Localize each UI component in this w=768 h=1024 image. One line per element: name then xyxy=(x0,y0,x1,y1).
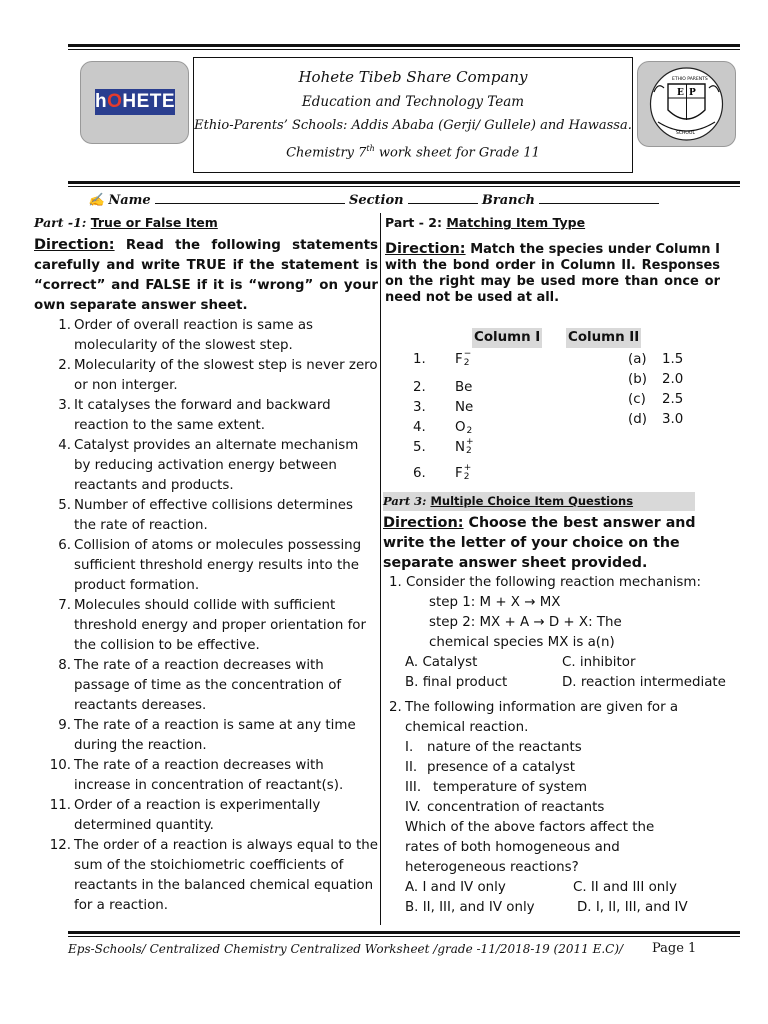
column-i-item: 3. Ne xyxy=(413,400,474,415)
header-title-box xyxy=(193,57,633,173)
q1-option-c[interactable]: C. inhibitor xyxy=(562,655,636,670)
name-field[interactable] xyxy=(155,203,345,204)
tf-item-number: 8. xyxy=(58,658,71,673)
tf-item-text: Order of overall reaction is same as molecularity of the slowest step. xyxy=(74,318,314,353)
part1-direction-text: Read the following statements carefully and write TRUE if the statement is “correct” and FALSE if it is “wrong” on your own separate answer sheet. xyxy=(34,238,378,313)
species: Be xyxy=(455,380,473,395)
student-info-line xyxy=(88,193,659,208)
part1-heading: Part -1: True or False Item xyxy=(34,215,218,230)
species: Ne xyxy=(455,400,474,415)
q2-factor: IV. concentration of reactants xyxy=(405,800,605,815)
q2-factor: I. nature of the reactants xyxy=(405,740,582,755)
q1-option-b[interactable]: B. final product xyxy=(405,675,508,690)
species: F + 2 xyxy=(455,463,472,482)
tf-item xyxy=(34,496,378,536)
tf-item-text: Collision of atoms or molecules possessing sufficient threshold energy results into the product formation. xyxy=(74,538,362,593)
part1-direction xyxy=(34,235,378,316)
branch-field[interactable] xyxy=(539,203,659,204)
part3-heading: Part 3: Multiple Choice Item Questions xyxy=(383,492,695,511)
part2-heading: Part - 2: Matching Item Type xyxy=(385,215,586,230)
matching-columns xyxy=(385,328,720,482)
tf-item-text: The rate of a reaction decreases with increase in concentration of reactant(s). xyxy=(74,758,344,793)
column-ii-header: Column II xyxy=(566,328,641,348)
part3-section xyxy=(383,492,738,918)
q1-option-a[interactable]: A. Catalyst xyxy=(405,655,478,670)
tf-item-number: 10. xyxy=(49,758,71,773)
section-label: Section xyxy=(348,193,404,208)
tf-item-text: The rate of a reaction is same at any time during the reaction. xyxy=(74,718,356,753)
q2-option-c[interactable]: C. II and III only xyxy=(573,880,677,895)
hohete-logo: hOHETE xyxy=(80,61,189,144)
tf-item xyxy=(34,796,378,836)
tf-item xyxy=(34,356,378,396)
section-field[interactable] xyxy=(408,203,478,204)
page-number: Page 1 xyxy=(652,941,697,956)
header-rule-thick xyxy=(68,181,740,184)
q2-factor: III. temperature of system xyxy=(405,780,587,795)
q2-option-a[interactable]: A. I and IV only xyxy=(405,880,506,895)
tf-item-text: Molecularity of the slowest step is never zero or non interger. xyxy=(74,358,378,393)
tf-item xyxy=(34,656,378,716)
species: F − 2 xyxy=(455,349,472,368)
tf-item xyxy=(34,716,378,756)
tf-item-text: The rate of a reaction decreases with passage of time as the concentration of reactants dereases. xyxy=(74,658,342,713)
tf-item-text: Number of effective collisions determines the rate of reaction. xyxy=(74,498,353,533)
part2-direction-label: Direction: xyxy=(385,241,466,257)
part1-direction-label: Direction: xyxy=(34,237,115,253)
svg-text:SCHOOL: SCHOOL xyxy=(676,131,695,136)
team-title: Education and Technology Team xyxy=(301,94,525,110)
tf-item-number: 2. xyxy=(58,358,71,373)
question-1: 1. Consider the following reaction mechanism: step 1: M + X → MX step 2: MX + A → D + X: The chemical species MX is a(n) A. Catalyst C. inhibitor B. final product D. reaction intermediate xyxy=(383,573,738,693)
tf-item-text: Molecules should collide with sufficient threshold energy and proper orientation for the collision to be effective. xyxy=(74,598,367,653)
tf-item-number: 6. xyxy=(58,538,71,553)
company-title: Hohete Tibeb Share Company xyxy=(298,68,528,86)
part3-direction-label: Direction: xyxy=(383,515,464,531)
header-rule-thin xyxy=(68,186,740,187)
tf-item-text: It catalyses the forward and backward reaction to the same extent. xyxy=(74,398,331,433)
tf-item-text: Order of a reaction is experimentally determined quantity. xyxy=(74,798,321,833)
tf-item-number: 7. xyxy=(58,598,71,613)
tf-item-number: 11. xyxy=(49,798,71,813)
tf-item-number: 1. xyxy=(58,318,71,333)
part2-section xyxy=(385,213,720,482)
species: N + 2 xyxy=(455,437,474,456)
schools-title: Ethio-Parents’ Schools: Addis Ababa (Gerji/ Gullele) and Hawassa. xyxy=(194,118,632,133)
q2-factor: II. presence of a catalyst xyxy=(405,760,576,775)
tf-item xyxy=(34,396,378,436)
worksheet-title: Chemistry 7th work sheet for Grade 11 xyxy=(286,144,540,161)
tf-item xyxy=(34,756,378,796)
column-i-item: 2. Be xyxy=(413,380,473,395)
part2-direction xyxy=(385,241,720,306)
tf-item-number: 4. xyxy=(58,438,71,453)
column-ii-item: (d) 3.0 xyxy=(628,412,684,427)
column-ii-item: (b) 2.0 xyxy=(628,372,684,387)
column-ii-item: (c) 2.5 xyxy=(628,392,684,407)
column-i-item: 4. O 2 xyxy=(413,420,473,436)
tf-item xyxy=(34,316,378,356)
svg-text:ETHIO PARENTS: ETHIO PARENTS xyxy=(672,77,708,82)
column-i-item: 5. N + 2 xyxy=(413,437,474,456)
name-label: Name xyxy=(108,193,151,208)
ethio-parents-logo xyxy=(637,61,736,147)
top-rule-thin xyxy=(68,49,740,50)
column-i-item: 1. F − 2 xyxy=(413,349,472,368)
part3-direction-text: Choose the best answer and write the letter of your choice on the separate answer sheet provided. xyxy=(383,515,696,571)
column-ii-item: (a) 1.5 xyxy=(628,352,684,367)
part2-direction-text: Match the species under Column I with the bond order in Column II. Responses on the right may be used more than once or need not be used at all. xyxy=(385,242,720,305)
footer-rule-thick xyxy=(68,931,740,934)
branch-label: Branch xyxy=(481,193,535,208)
tf-item-text: Catalyst provides an alternate mechanism by reducing activation energy between reactants and products. xyxy=(74,438,359,493)
top-rule-thick xyxy=(68,44,740,47)
tf-item-number: 5. xyxy=(58,498,71,513)
q2-option-b[interactable]: B. II, III, and IV only xyxy=(405,900,535,915)
tf-item-text: The order of a reaction is always equal to the sum of the stoichiometric coefficients of reactants in the balanced chemical equation for a reaction. xyxy=(74,838,378,913)
tf-item xyxy=(34,536,378,596)
part3-direction xyxy=(383,513,738,573)
pen-icon: ✍ xyxy=(88,193,105,208)
column-i-header: Column I xyxy=(472,328,542,348)
true-false-list xyxy=(34,316,378,916)
tf-item xyxy=(34,596,378,656)
tf-item xyxy=(34,436,378,496)
species: O 2 xyxy=(455,420,473,436)
footer-rule-thin xyxy=(68,936,740,937)
column-i-item: 6. F + 2 xyxy=(413,463,472,482)
q2-option-d[interactable]: D. I, II, III, and IV xyxy=(577,900,688,915)
tf-item xyxy=(34,836,378,916)
column-divider xyxy=(380,213,381,925)
q1-option-d[interactable]: D. reaction intermediate xyxy=(562,675,726,690)
tf-item-number: 3. xyxy=(58,398,71,413)
svg-text:P: P xyxy=(689,88,696,98)
footer-text: Eps-Schools/ Centralized Chemistry Centralized Worksheet /grade -11/2018-19 (2011 E.C)/ xyxy=(68,942,624,956)
tf-item-number: 12. xyxy=(49,838,71,853)
school-crest-icon xyxy=(638,62,735,146)
svg-text:E: E xyxy=(677,88,684,98)
tf-item-number: 9. xyxy=(58,718,71,733)
question-2: 2. The following information are given for a chemical reaction. I. nature of the reactants II. presence of a catalyst III. temperature of system IV. concentration of reactants Which of the above factors affect the rates of both homogeneous and heterogeneous reactions? A. I and IV only C. II and III only B. II, III, and IV only D. I, II, III, and IV xyxy=(383,698,738,918)
column-ii-list xyxy=(628,350,708,430)
part1-section xyxy=(34,213,378,916)
